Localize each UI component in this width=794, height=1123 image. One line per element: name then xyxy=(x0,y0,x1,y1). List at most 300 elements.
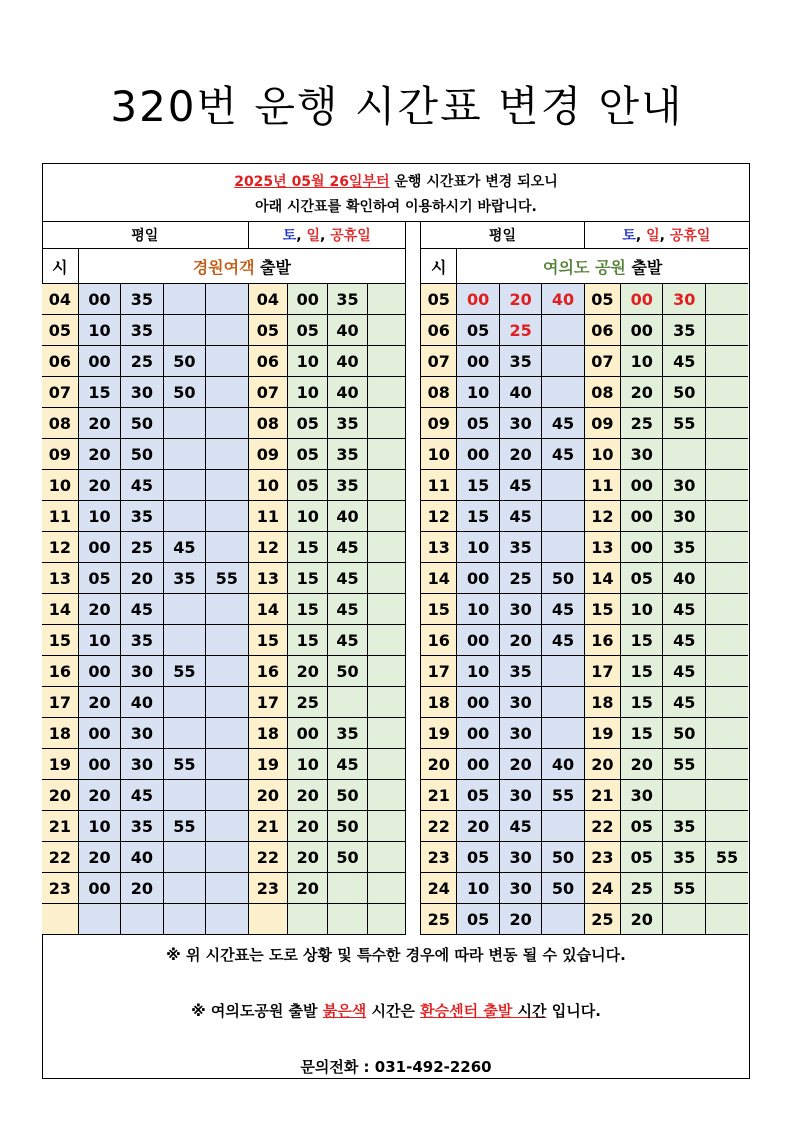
minute-cell: 20 xyxy=(499,904,541,935)
contact-phone: 문의전화 : 031-492-2260 xyxy=(300,1058,492,1076)
minute-cell xyxy=(705,563,748,594)
minute-cell xyxy=(542,687,584,718)
minute-cell: 40 xyxy=(328,377,368,408)
hour-cell: 19 xyxy=(248,749,288,780)
hour-cell: 09 xyxy=(421,408,457,439)
hour-cell: 22 xyxy=(584,811,620,842)
minute-cell: 20 xyxy=(499,439,541,470)
minute-cell: 00 xyxy=(78,532,120,563)
minute-cell: 15 xyxy=(288,563,328,594)
minute-cell: 50 xyxy=(663,718,705,749)
minute-cell: 20 xyxy=(288,656,328,687)
minute-cell: 45 xyxy=(542,594,584,625)
minute-cell: 30 xyxy=(121,749,163,780)
section-gap xyxy=(406,470,421,501)
minute-cell xyxy=(705,625,748,656)
hour-cell: 15 xyxy=(42,625,78,656)
hour-cell: 19 xyxy=(584,718,620,749)
minute-cell xyxy=(705,811,748,842)
minute-cell: 00 xyxy=(457,563,499,594)
hour-cell: 05 xyxy=(248,315,288,346)
minute-cell: 05 xyxy=(457,315,499,346)
section-gap xyxy=(406,346,421,377)
minute-cell: 05 xyxy=(288,315,328,346)
minute-cell xyxy=(705,377,748,408)
section-gap xyxy=(406,873,421,904)
minute-cell xyxy=(367,594,405,625)
minute-cell: 35 xyxy=(499,532,541,563)
hour-cell: 13 xyxy=(584,532,620,563)
minute-cell xyxy=(121,904,163,935)
hour-cell: 14 xyxy=(584,563,620,594)
right-origin-name: 여의도 공원 xyxy=(543,257,626,277)
minute-cell xyxy=(367,873,405,904)
minute-cell xyxy=(705,687,748,718)
minute-cell: 00 xyxy=(288,718,328,749)
hour-cell: 18 xyxy=(248,718,288,749)
minute-cell xyxy=(206,656,248,687)
minute-cell xyxy=(705,346,748,377)
minute-cell: 50 xyxy=(663,377,705,408)
section-gap xyxy=(406,718,421,749)
section-gap xyxy=(406,501,421,532)
minute-cell: 25 xyxy=(621,873,663,904)
minute-cell: 20 xyxy=(621,377,663,408)
minute-cell: 20 xyxy=(78,408,120,439)
minute-cell: 30 xyxy=(663,470,705,501)
minute-cell xyxy=(206,439,248,470)
minute-cell xyxy=(163,904,205,935)
minute-cell xyxy=(705,594,748,625)
section-gap xyxy=(406,780,421,811)
minute-cell xyxy=(542,501,584,532)
minute-cell: 10 xyxy=(457,594,499,625)
minute-cell: 20 xyxy=(457,811,499,842)
minute-cell: 10 xyxy=(457,532,499,563)
hour-cell: 07 xyxy=(421,346,457,377)
minute-cell: 25 xyxy=(121,346,163,377)
table-row xyxy=(42,594,748,625)
minute-cell xyxy=(163,625,205,656)
minute-cell: 30 xyxy=(499,718,541,749)
minute-cell: 20 xyxy=(78,842,120,873)
footer-note-2-time-word: 시간 xyxy=(512,1002,547,1020)
section-gap xyxy=(406,249,421,284)
label-sep: , xyxy=(296,228,307,244)
hour-cell: 12 xyxy=(421,501,457,532)
minute-cell xyxy=(705,904,748,935)
minute-cell: 00 xyxy=(621,470,663,501)
hour-cell: 20 xyxy=(42,780,78,811)
minute-cell xyxy=(542,377,584,408)
minute-cell xyxy=(542,904,584,935)
hour-cell: 08 xyxy=(248,408,288,439)
hour-cell: 22 xyxy=(421,811,457,842)
minute-cell xyxy=(367,718,405,749)
minute-cell: 25 xyxy=(121,532,163,563)
minute-cell: 35 xyxy=(121,315,163,346)
origin-header-row xyxy=(42,249,748,284)
minute-cell: 50 xyxy=(328,656,368,687)
section-gap xyxy=(406,408,421,439)
section-gap xyxy=(406,904,421,935)
minute-cell: 30 xyxy=(121,718,163,749)
minute-cell: 40 xyxy=(542,284,584,315)
hour-cell: 16 xyxy=(584,625,620,656)
minute-cell: 20 xyxy=(78,780,120,811)
minute-cell xyxy=(542,315,584,346)
hour-cell: 12 xyxy=(248,532,288,563)
hour-cell: 21 xyxy=(248,811,288,842)
minute-cell xyxy=(705,439,748,470)
table-row xyxy=(42,780,748,811)
hour-cell: 22 xyxy=(42,842,78,873)
minute-cell: 20 xyxy=(499,284,541,315)
minute-cell xyxy=(163,718,205,749)
minute-cell: 35 xyxy=(499,656,541,687)
minute-cell xyxy=(367,408,405,439)
minute-cell xyxy=(206,408,248,439)
table-row xyxy=(42,749,748,780)
day-type-row xyxy=(42,222,748,249)
minute-cell: 00 xyxy=(621,284,663,315)
table-row xyxy=(42,656,748,687)
minute-cell: 50 xyxy=(328,842,368,873)
table-row xyxy=(42,842,748,873)
minute-cell xyxy=(206,470,248,501)
minute-cell xyxy=(206,811,248,842)
minute-cell: 10 xyxy=(288,346,328,377)
hour-cell: 21 xyxy=(42,811,78,842)
minute-cell xyxy=(705,532,748,563)
label-sep: , xyxy=(659,228,670,244)
minute-cell: 45 xyxy=(121,594,163,625)
minute-cell: 35 xyxy=(121,284,163,315)
hour-cell: 08 xyxy=(421,377,457,408)
left-weekend-label xyxy=(248,222,405,249)
hour-cell: 17 xyxy=(42,687,78,718)
minute-cell: 40 xyxy=(328,346,368,377)
hour-cell: 23 xyxy=(421,842,457,873)
hour-cell: 23 xyxy=(42,873,78,904)
footer-note-2 xyxy=(43,1000,749,1021)
hour-cell: 06 xyxy=(42,346,78,377)
minute-cell: 45 xyxy=(542,439,584,470)
minute-cell xyxy=(78,904,120,935)
label-sep: , xyxy=(635,228,647,244)
hour-cell: 21 xyxy=(584,780,620,811)
minute-cell: 15 xyxy=(288,594,328,625)
minute-cell: 45 xyxy=(663,656,705,687)
minute-cell: 15 xyxy=(457,470,499,501)
minute-cell: 35 xyxy=(663,315,705,346)
table-row xyxy=(42,377,748,408)
minute-cell: 05 xyxy=(457,842,499,873)
left-origin-name: 경원여객 xyxy=(192,257,255,277)
minute-cell xyxy=(542,811,584,842)
minute-cell xyxy=(367,315,405,346)
right-origin-header xyxy=(457,249,748,284)
minute-cell: 30 xyxy=(499,408,541,439)
minute-cell: 40 xyxy=(121,842,163,873)
hour-cell: 23 xyxy=(584,842,620,873)
hour-header: 시 xyxy=(42,249,78,284)
minute-cell xyxy=(705,501,748,532)
section-gap xyxy=(406,811,421,842)
hour-cell: 10 xyxy=(421,439,457,470)
hour-cell: 06 xyxy=(248,346,288,377)
hour-cell: 19 xyxy=(42,749,78,780)
minute-cell xyxy=(542,718,584,749)
hour-cell: 14 xyxy=(421,563,457,594)
hour-cell: 09 xyxy=(584,408,620,439)
minute-cell: 20 xyxy=(288,842,328,873)
minute-cell: 10 xyxy=(457,377,499,408)
minute-cell: 20 xyxy=(78,470,120,501)
minute-cell: 20 xyxy=(499,749,541,780)
minute-cell: 45 xyxy=(328,594,368,625)
minute-cell: 20 xyxy=(78,687,120,718)
notice-line-1-rest: 운행 시간표가 변경 되오니 xyxy=(394,174,558,190)
minute-cell: 10 xyxy=(288,377,328,408)
minute-cell xyxy=(542,470,584,501)
section-gap xyxy=(406,315,421,346)
minute-cell: 00 xyxy=(78,284,120,315)
footer-note-2-mid: 시간은 xyxy=(366,1002,421,1020)
minute-cell xyxy=(206,749,248,780)
hour-cell: 13 xyxy=(421,532,457,563)
minute-cell: 40 xyxy=(663,563,705,594)
minute-cell xyxy=(367,749,405,780)
minute-cell: 50 xyxy=(328,811,368,842)
minute-cell: 25 xyxy=(499,315,541,346)
minute-cell xyxy=(163,284,205,315)
minute-cell xyxy=(663,904,705,935)
minute-cell: 20 xyxy=(78,439,120,470)
minute-cell xyxy=(206,284,248,315)
minute-cell: 35 xyxy=(663,532,705,563)
minute-cell xyxy=(206,842,248,873)
minute-cell: 45 xyxy=(499,811,541,842)
hour-cell: 09 xyxy=(248,439,288,470)
hour-cell: 08 xyxy=(584,377,620,408)
minute-cell: 55 xyxy=(663,873,705,904)
minute-cell: 45 xyxy=(328,625,368,656)
minute-cell: 15 xyxy=(457,501,499,532)
minute-cell: 55 xyxy=(163,749,205,780)
minute-cell: 35 xyxy=(328,439,368,470)
left-weekday-label: 평일 xyxy=(42,222,248,249)
minute-cell: 30 xyxy=(499,780,541,811)
hour-cell: 17 xyxy=(248,687,288,718)
minute-cell xyxy=(663,780,705,811)
hour-cell: 16 xyxy=(248,656,288,687)
minute-cell xyxy=(542,656,584,687)
section-gap xyxy=(406,687,421,718)
minute-cell: 05 xyxy=(288,470,328,501)
hour-cell: 05 xyxy=(421,284,457,315)
minute-cell xyxy=(367,656,405,687)
minute-cell: 10 xyxy=(78,811,120,842)
minute-cell: 50 xyxy=(542,563,584,594)
minute-cell: 50 xyxy=(328,780,368,811)
minute-cell xyxy=(163,873,205,904)
minute-cell xyxy=(705,749,748,780)
minute-cell: 10 xyxy=(78,315,120,346)
minute-cell xyxy=(705,873,748,904)
minute-cell: 35 xyxy=(663,811,705,842)
minute-cell: 35 xyxy=(328,718,368,749)
table-row xyxy=(42,811,748,842)
minute-cell: 25 xyxy=(621,408,663,439)
minute-cell: 05 xyxy=(288,439,328,470)
hour-cell: 18 xyxy=(42,718,78,749)
minute-cell: 20 xyxy=(621,749,663,780)
hour-cell: 09 xyxy=(42,439,78,470)
minute-cell: 20 xyxy=(288,811,328,842)
table-row xyxy=(42,470,748,501)
hour-cell: 15 xyxy=(421,594,457,625)
minute-cell xyxy=(163,315,205,346)
notice-line-2: 아래 시간표를 확인하여 이용하시기 바랍니다. xyxy=(255,199,537,215)
minute-cell xyxy=(367,811,405,842)
section-gap xyxy=(406,749,421,780)
table-row xyxy=(42,501,748,532)
hour-cell: 25 xyxy=(584,904,620,935)
minute-cell: 00 xyxy=(457,439,499,470)
hour-cell: 22 xyxy=(248,842,288,873)
minute-cell: 05 xyxy=(621,842,663,873)
minute-cell: 45 xyxy=(328,749,368,780)
hour-cell: 04 xyxy=(42,284,78,315)
minute-cell: 50 xyxy=(163,377,205,408)
hour-cell: 05 xyxy=(42,315,78,346)
minute-cell xyxy=(288,904,328,935)
minute-cell: 20 xyxy=(288,780,328,811)
minute-cell: 45 xyxy=(328,563,368,594)
minute-cell: 05 xyxy=(621,563,663,594)
minute-cell: 00 xyxy=(457,284,499,315)
minute-cell: 05 xyxy=(457,904,499,935)
hour-cell: 20 xyxy=(421,749,457,780)
hour-cell: 20 xyxy=(584,749,620,780)
section-gap xyxy=(406,284,421,315)
minute-cell xyxy=(163,780,205,811)
hour-cell: 10 xyxy=(584,439,620,470)
hour-cell xyxy=(248,904,288,935)
minute-cell: 40 xyxy=(542,749,584,780)
minute-cell: 20 xyxy=(288,873,328,904)
minute-cell: 20 xyxy=(499,625,541,656)
minute-cell: 55 xyxy=(663,749,705,780)
minute-cell xyxy=(663,439,705,470)
minute-cell: 35 xyxy=(121,625,163,656)
sat-label: 토 xyxy=(282,228,297,244)
minute-cell: 40 xyxy=(121,687,163,718)
hour-cell: 20 xyxy=(248,780,288,811)
minute-cell xyxy=(206,377,248,408)
hour-cell: 10 xyxy=(42,470,78,501)
holiday-label: 공휴일 xyxy=(330,228,371,244)
minute-cell xyxy=(206,594,248,625)
hour-cell: 10 xyxy=(248,470,288,501)
minute-cell: 00 xyxy=(78,749,120,780)
minute-cell xyxy=(328,687,368,718)
left-origin-suffix: 출발 xyxy=(254,257,292,277)
table-row xyxy=(42,873,748,904)
minute-cell xyxy=(206,501,248,532)
minute-cell: 50 xyxy=(542,842,584,873)
hour-cell: 11 xyxy=(42,501,78,532)
minute-cell: 45 xyxy=(163,532,205,563)
table-row xyxy=(42,284,748,315)
left-origin-header xyxy=(78,249,405,284)
hour-cell: 18 xyxy=(584,687,620,718)
hour-cell: 23 xyxy=(248,873,288,904)
hour-cell: 14 xyxy=(42,594,78,625)
hour-cell: 12 xyxy=(584,501,620,532)
minute-cell xyxy=(542,346,584,377)
minute-cell: 35 xyxy=(163,563,205,594)
minute-cell: 45 xyxy=(663,594,705,625)
sat-label: 토 xyxy=(622,228,636,244)
hour-cell: 17 xyxy=(421,656,457,687)
minute-cell: 30 xyxy=(663,501,705,532)
minute-cell xyxy=(163,594,205,625)
holiday-label: 공휴일 xyxy=(669,228,711,244)
minute-cell xyxy=(705,780,748,811)
minute-cell: 10 xyxy=(78,625,120,656)
minute-cell xyxy=(367,346,405,377)
hour-cell: 07 xyxy=(248,377,288,408)
minute-cell: 40 xyxy=(328,501,368,532)
minute-cell: 55 xyxy=(705,842,748,873)
minute-cell xyxy=(705,408,748,439)
minute-cell: 00 xyxy=(78,656,120,687)
minute-cell: 15 xyxy=(288,532,328,563)
minute-cell: 00 xyxy=(457,346,499,377)
minute-cell: 50 xyxy=(121,408,163,439)
table-row xyxy=(42,563,748,594)
hour-cell: 11 xyxy=(584,470,620,501)
table-row xyxy=(42,687,748,718)
section-gap xyxy=(406,656,421,687)
timetable-frame xyxy=(42,163,750,1079)
minute-cell: 05 xyxy=(288,408,328,439)
hour-cell: 25 xyxy=(421,904,457,935)
minute-cell xyxy=(206,532,248,563)
hour-cell: 19 xyxy=(421,718,457,749)
minute-cell: 30 xyxy=(621,780,663,811)
section-gap xyxy=(406,563,421,594)
footer-note-1: ※ 위 시간표는 도로 상황 및 특수한 경우에 따라 변동 될 수 있습니다. xyxy=(166,946,626,964)
minute-cell: 30 xyxy=(663,284,705,315)
right-weekend-label xyxy=(584,222,748,249)
minute-cell: 40 xyxy=(328,315,368,346)
table-row xyxy=(42,718,748,749)
minute-cell xyxy=(367,532,405,563)
minute-cell xyxy=(206,687,248,718)
minute-cell: 20 xyxy=(621,904,663,935)
minute-cell: 05 xyxy=(78,563,120,594)
minute-cell: 45 xyxy=(663,687,705,718)
hour-cell: 07 xyxy=(42,377,78,408)
hour-cell: 06 xyxy=(421,315,457,346)
minute-cell: 00 xyxy=(621,532,663,563)
minute-cell: 10 xyxy=(288,749,328,780)
section-gap xyxy=(406,532,421,563)
minute-cell: 00 xyxy=(457,625,499,656)
